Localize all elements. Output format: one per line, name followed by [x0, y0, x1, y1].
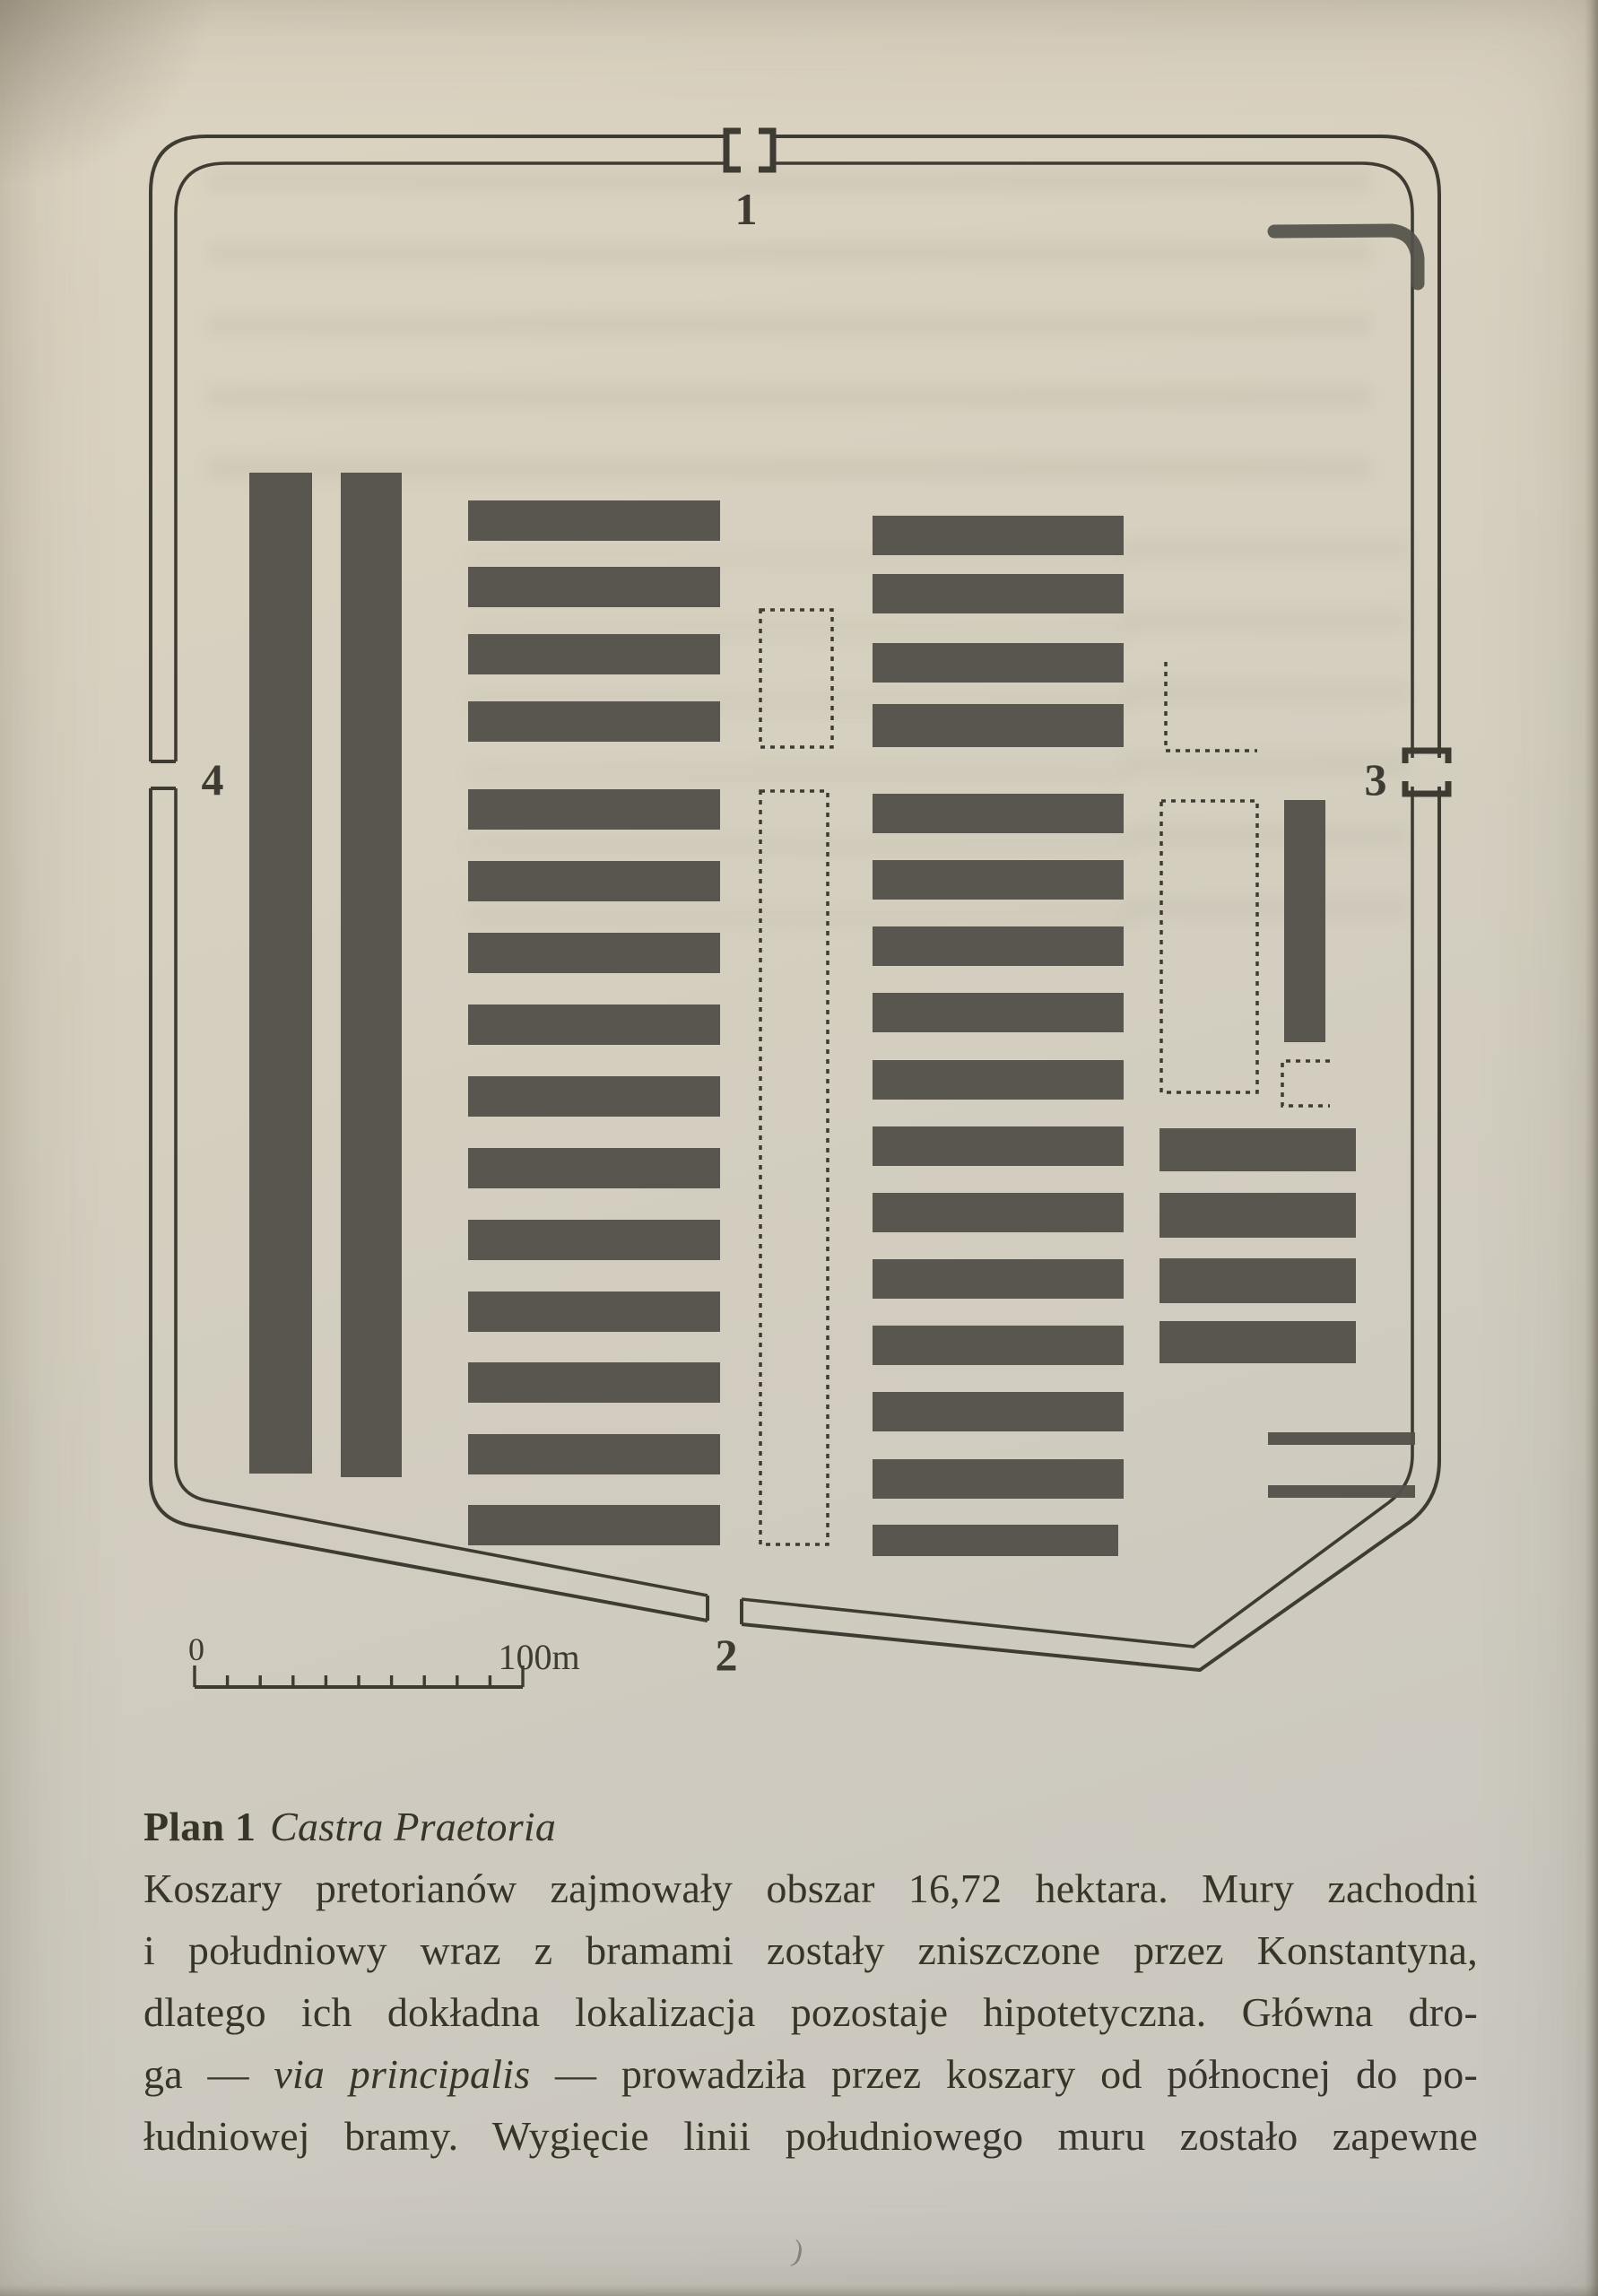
caption-line: ga — via principalis — prowadziła przez koszary od północnej do po-	[143, 2051, 1479, 2097]
barracks-block	[1159, 1193, 1356, 1238]
barracks-block	[873, 1326, 1124, 1365]
gate-bracket	[726, 131, 741, 170]
barracks-block	[873, 1060, 1124, 1100]
barracks-block	[873, 794, 1124, 833]
barracks-block	[873, 1126, 1124, 1166]
barracks-block	[468, 1004, 720, 1045]
barracks-block	[468, 861, 720, 901]
barracks-block	[468, 1220, 720, 1260]
caption-block	[143, 1796, 1478, 2167]
caption-line: Koszary pretorianów zajmowały obszar 16,72 hektara. Mury zachodni	[143, 1866, 1478, 1911]
barracks-block	[1159, 1128, 1356, 1171]
barracks-block	[468, 1434, 720, 1474]
scale-bar-label-end: 100m	[498, 1637, 580, 1677]
stray-mark: )	[789, 2234, 807, 2269]
barracks-block	[341, 473, 402, 1477]
barracks-block	[468, 1076, 720, 1117]
barracks-block	[1268, 1485, 1415, 1498]
gate-label-2: 2	[715, 1630, 738, 1680]
barracks-block	[873, 1525, 1118, 1556]
barracks-block	[468, 1505, 720, 1545]
wall-corner-mark	[1274, 230, 1418, 283]
barracks-block	[873, 1392, 1124, 1431]
barracks-block	[468, 1148, 720, 1188]
barracks-block	[468, 1292, 720, 1332]
barracks-block	[873, 860, 1124, 900]
gate-label-3: 3	[1364, 754, 1387, 804]
caption-line: i południowy wraz z bramami zostały zniszczone przez Konstantyna,	[143, 1927, 1478, 1973]
barracks-block	[873, 993, 1124, 1032]
gate-label-4: 4	[201, 754, 224, 804]
dotted-structure	[1282, 1061, 1330, 1106]
dotted-structure	[1166, 662, 1257, 751]
caption-title	[143, 1796, 1478, 1857]
barracks-block	[873, 516, 1124, 555]
gate-label-1: 1	[734, 184, 758, 234]
barracks-block	[873, 1459, 1124, 1499]
barracks-block	[468, 567, 720, 607]
caption-title-name: Castra Praetoria	[270, 1804, 557, 1849]
caption-line: dlatego ich dokładna lokalizacja pozostaje hipotetyczna. Główna dro-	[143, 1989, 1478, 2035]
barracks-block	[468, 789, 720, 830]
dotted-structure	[760, 610, 832, 747]
barracks-block	[468, 634, 720, 674]
barracks-block	[873, 704, 1124, 747]
barracks-block	[873, 574, 1124, 613]
dotted-structure	[1161, 801, 1257, 1092]
barracks-block	[249, 473, 312, 1474]
gate-bracket	[759, 131, 773, 170]
barracks-block	[468, 500, 720, 541]
camp-wall-outer	[151, 788, 708, 1621]
barracks-block	[1159, 1321, 1356, 1363]
barracks-block	[1159, 1258, 1356, 1303]
barracks-block	[468, 701, 720, 742]
barracks-block	[873, 1259, 1124, 1299]
caption-title-label: Plan 1	[143, 1804, 256, 1849]
dotted-structure	[760, 791, 828, 1544]
barracks-block	[468, 1362, 720, 1403]
barracks-block	[1268, 1432, 1415, 1445]
scale-bar-label-zero: 0	[188, 1631, 204, 1667]
barracks-block	[873, 643, 1124, 683]
barracks-block	[873, 1193, 1124, 1232]
barracks-block	[1284, 800, 1325, 1042]
caption-line: łudniowej bramy. Wygięcie linii południowego muru zostało zapewne	[143, 2113, 1478, 2159]
barracks-block	[468, 933, 720, 973]
barracks-block	[873, 926, 1124, 966]
